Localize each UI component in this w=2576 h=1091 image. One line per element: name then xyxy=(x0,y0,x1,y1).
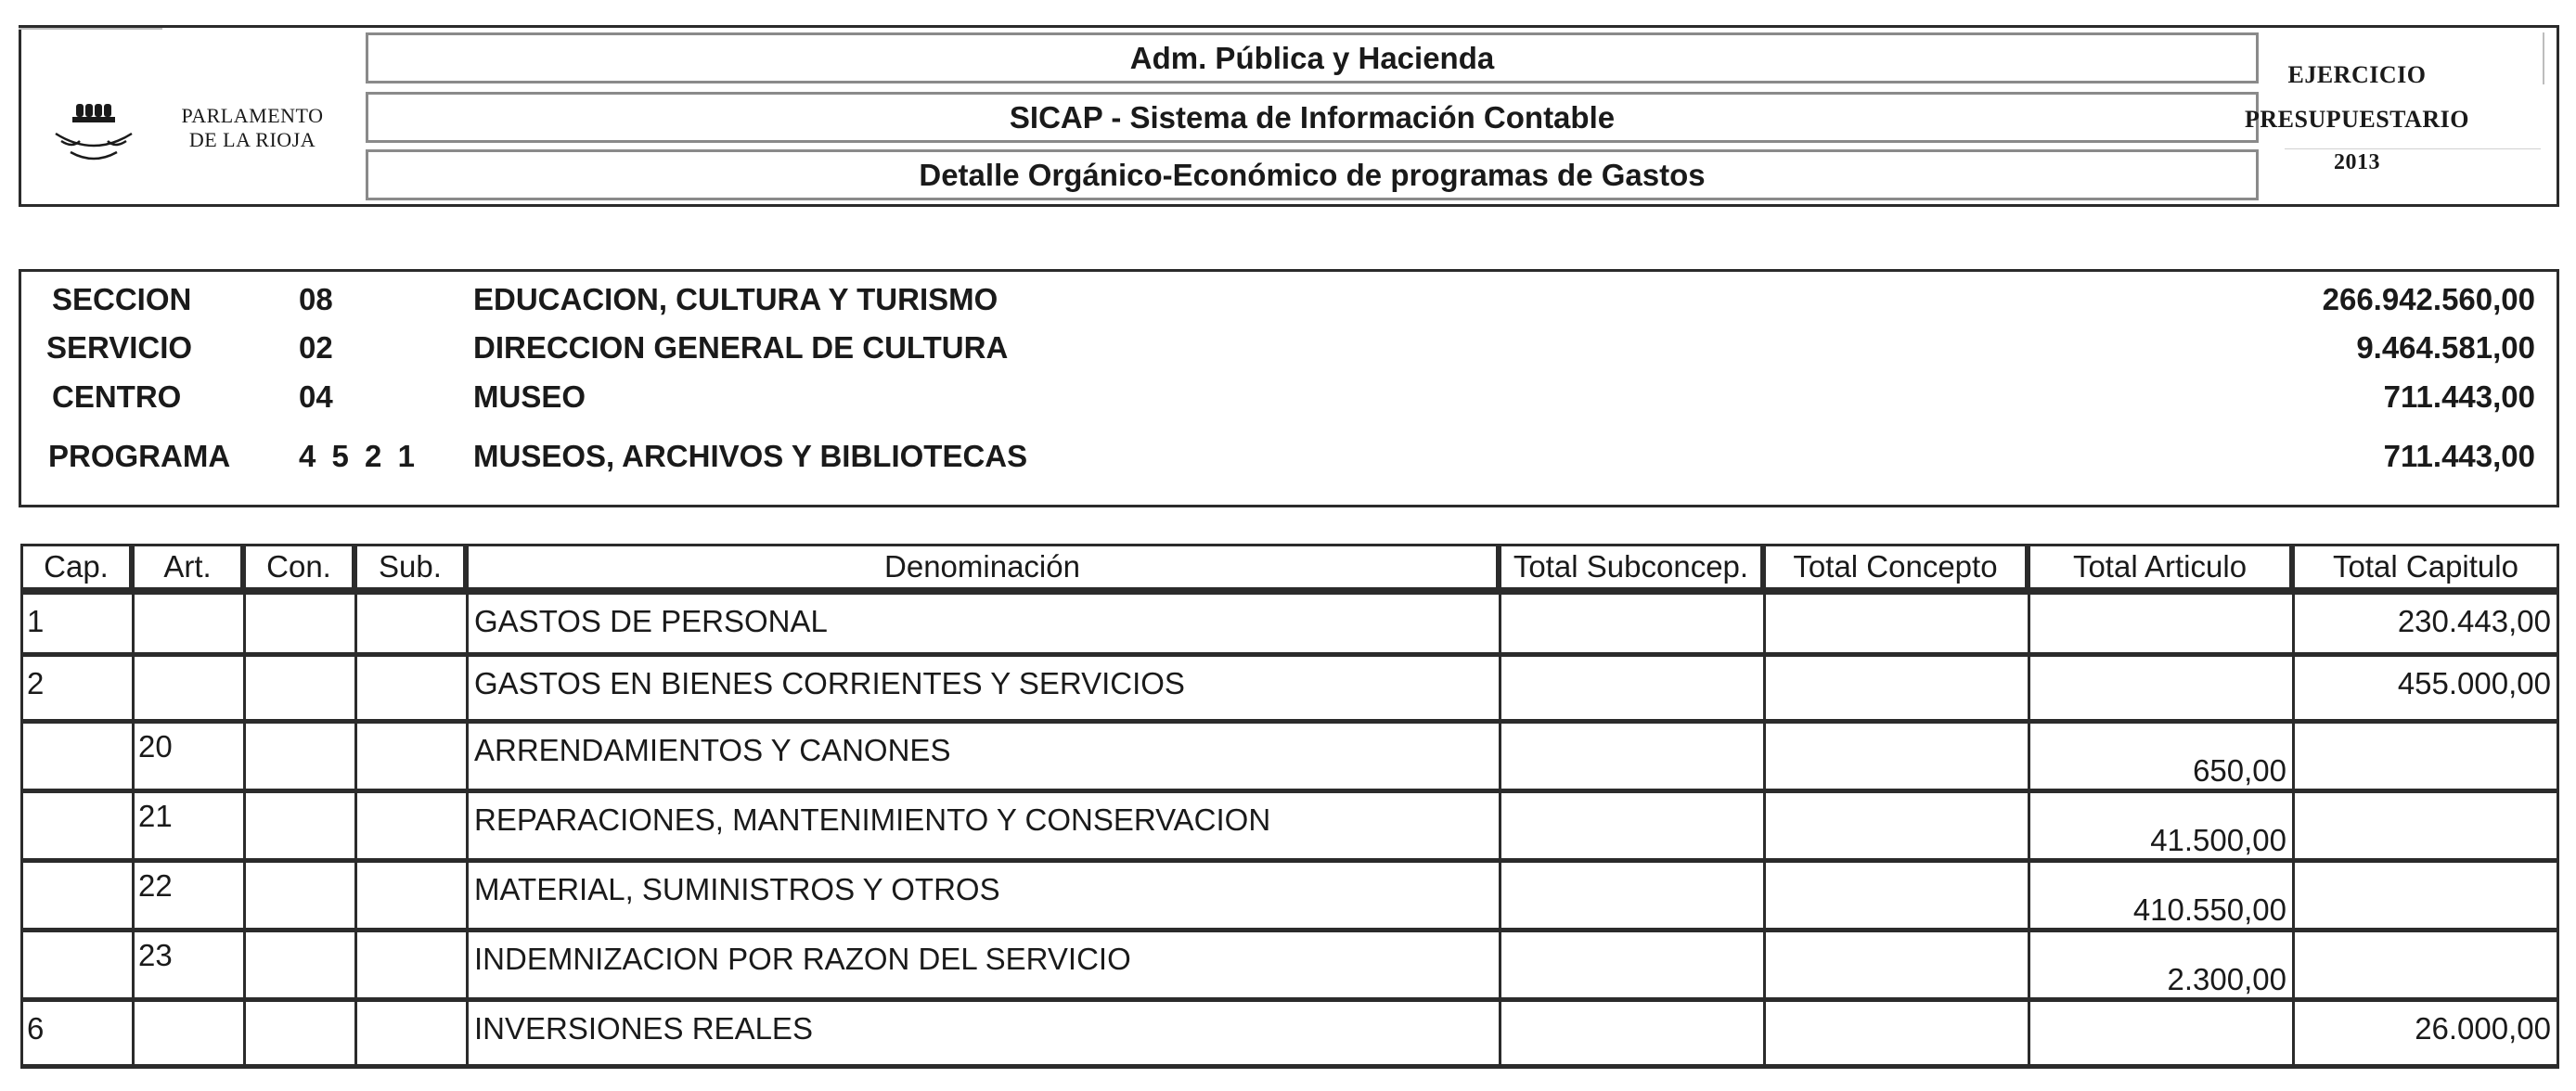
cell-sub xyxy=(354,793,466,863)
header-title-system: SICAP - Sistema de Información Contable xyxy=(366,92,2259,143)
cell-sub xyxy=(354,724,466,793)
cell-total-concepto xyxy=(1763,1002,2028,1069)
cell-art xyxy=(132,657,243,724)
cell-art: 20 xyxy=(132,724,243,793)
budget-year: 2013 xyxy=(2334,150,2380,174)
cell-total-subconcep xyxy=(1499,724,1763,793)
programa-code: 4 5 2 1 xyxy=(299,439,415,473)
presupuestario-label: PRESUPUESTARIO xyxy=(2244,106,2469,133)
cell-cap: 6 xyxy=(20,1002,132,1069)
cell-total-subconcep xyxy=(1499,863,1763,932)
org-name-line1: PARLAMENTO xyxy=(181,104,324,127)
cell-total-subconcep xyxy=(1499,657,1763,724)
cell-total-subconcep xyxy=(1499,932,1763,1002)
table-row xyxy=(20,590,2559,657)
col-header-con: Con. xyxy=(243,544,354,590)
seccion-name: EDUCACION, CULTURA Y TURISMO xyxy=(473,282,998,316)
cell-art xyxy=(132,1002,243,1069)
servicio-amount: 9.464.581,00 xyxy=(2356,330,2535,365)
cell-denominacion: INVERSIONES REALES xyxy=(466,1002,1499,1069)
table-row xyxy=(20,793,2559,863)
cell-total-capitulo: 26.000,00 xyxy=(2292,1002,2559,1069)
cell-total-capitulo: 230.443,00 xyxy=(2292,590,2559,657)
cell-total-capitulo xyxy=(2292,793,2559,863)
cell-total-concepto xyxy=(1763,793,2028,863)
budget-detail-table xyxy=(20,544,2559,1069)
cell-cap xyxy=(20,863,132,932)
cell-denominacion: INDEMNIZACION POR RAZON DEL SERVICIO xyxy=(466,932,1499,1002)
col-header-denominacion: Denominación xyxy=(466,544,1499,590)
programa-name: MUSEOS, ARCHIVOS Y BIBLIOTECAS xyxy=(473,439,1028,473)
cell-denominacion: REPARACIONES, MANTENIMIENTO Y CONSERVACION xyxy=(466,793,1499,863)
centro-amount: 711.443,00 xyxy=(2383,379,2535,414)
col-header-sub: Sub. xyxy=(354,544,466,590)
header-title-department: Adm. Pública y Hacienda xyxy=(366,32,2259,83)
table-row xyxy=(20,863,2559,932)
seccion-code: 08 xyxy=(299,282,333,316)
header-title-report: Detalle Orgánico-Económico de programas de Gastos xyxy=(366,149,2259,200)
col-header-total-subconcep: Total Subconcep. xyxy=(1499,544,1763,590)
centro-code: 04 xyxy=(299,379,333,414)
cell-denominacion: GASTOS DE PERSONAL xyxy=(466,590,1499,657)
cell-art xyxy=(132,590,243,657)
cell-cap xyxy=(20,932,132,1002)
cell-sub xyxy=(354,657,466,724)
programa-amount: 711.443,00 xyxy=(2383,439,2535,473)
col-header-cap: Cap. xyxy=(20,544,132,590)
cell-total-capitulo xyxy=(2292,932,2559,1002)
cell-art: 22 xyxy=(132,863,243,932)
cell-total-articulo xyxy=(2028,590,2292,657)
cell-con xyxy=(243,657,354,724)
cell-total-subconcep xyxy=(1499,793,1763,863)
cell-sub xyxy=(354,590,466,657)
parliament-logo-icon xyxy=(52,100,135,167)
cell-total-concepto xyxy=(1763,724,2028,793)
centro-name: MUSEO xyxy=(473,379,586,414)
table-row xyxy=(20,657,2559,724)
table-row xyxy=(20,724,2559,793)
table-header-row xyxy=(20,544,2559,590)
cell-denominacion: GASTOS EN BIENES CORRIENTES Y SERVICIOS xyxy=(466,657,1499,724)
col-header-art: Art. xyxy=(132,544,243,590)
org-name-line2: DE LA RIOJA xyxy=(188,128,316,151)
cell-total-articulo: 2.300,00 xyxy=(2028,932,2292,1002)
cell-total-capitulo: 455.000,00 xyxy=(2292,657,2559,724)
programa-label: PROGRAMA xyxy=(48,439,231,473)
servicio-code: 02 xyxy=(299,330,333,365)
cell-total-subconcep xyxy=(1499,590,1763,657)
cell-cap xyxy=(20,724,132,793)
cell-art: 21 xyxy=(132,793,243,863)
cell-total-concepto xyxy=(1763,657,2028,724)
cell-total-concepto xyxy=(1763,863,2028,932)
cell-total-capitulo xyxy=(2292,724,2559,793)
cell-con xyxy=(243,1002,354,1069)
servicio-label: SERVICIO xyxy=(46,330,193,365)
servicio-name: DIRECCION GENERAL DE CULTURA xyxy=(473,330,1009,365)
cell-sub xyxy=(354,932,466,1002)
ejercicio-label: EJERCICIO xyxy=(2287,61,2427,88)
col-header-total-articulo: Total Articulo xyxy=(2028,544,2292,590)
cell-total-articulo xyxy=(2028,657,2292,724)
cell-total-articulo: 650,00 xyxy=(2028,724,2292,793)
cell-cap xyxy=(20,793,132,863)
col-header-total-capitulo: Total Capitulo xyxy=(2292,544,2559,590)
cell-cap: 1 xyxy=(20,590,132,657)
cell-denominacion: ARRENDAMIENTOS Y CANONES xyxy=(466,724,1499,793)
cell-sub xyxy=(354,1002,466,1069)
cell-con xyxy=(243,590,354,657)
cell-denominacion: MATERIAL, SUMINISTROS Y OTROS xyxy=(466,863,1499,932)
centro-label: CENTRO xyxy=(52,379,182,414)
cell-total-subconcep xyxy=(1499,1002,1763,1069)
year-divider xyxy=(2285,148,2541,149)
cell-total-articulo: 41.500,00 xyxy=(2028,793,2292,863)
col-header-total-concepto: Total Concepto xyxy=(1763,544,2028,590)
cell-con xyxy=(243,793,354,863)
seccion-label: SECCION xyxy=(52,282,192,316)
cell-con xyxy=(243,724,354,793)
seccion-amount: 266.942.560,00 xyxy=(2322,282,2535,316)
cell-con xyxy=(243,863,354,932)
cell-total-articulo xyxy=(2028,1002,2292,1069)
cell-art: 23 xyxy=(132,932,243,1002)
table-row xyxy=(20,1002,2559,1069)
header-top-rule xyxy=(19,28,162,30)
header-right-rule xyxy=(2543,32,2544,84)
cell-cap: 2 xyxy=(20,657,132,724)
cell-total-articulo: 410.550,00 xyxy=(2028,863,2292,932)
cell-sub xyxy=(354,863,466,932)
cell-total-concepto xyxy=(1763,590,2028,657)
table-row xyxy=(20,932,2559,1002)
cell-total-capitulo xyxy=(2292,863,2559,932)
cell-con xyxy=(243,932,354,1002)
cell-total-concepto xyxy=(1763,932,2028,1002)
